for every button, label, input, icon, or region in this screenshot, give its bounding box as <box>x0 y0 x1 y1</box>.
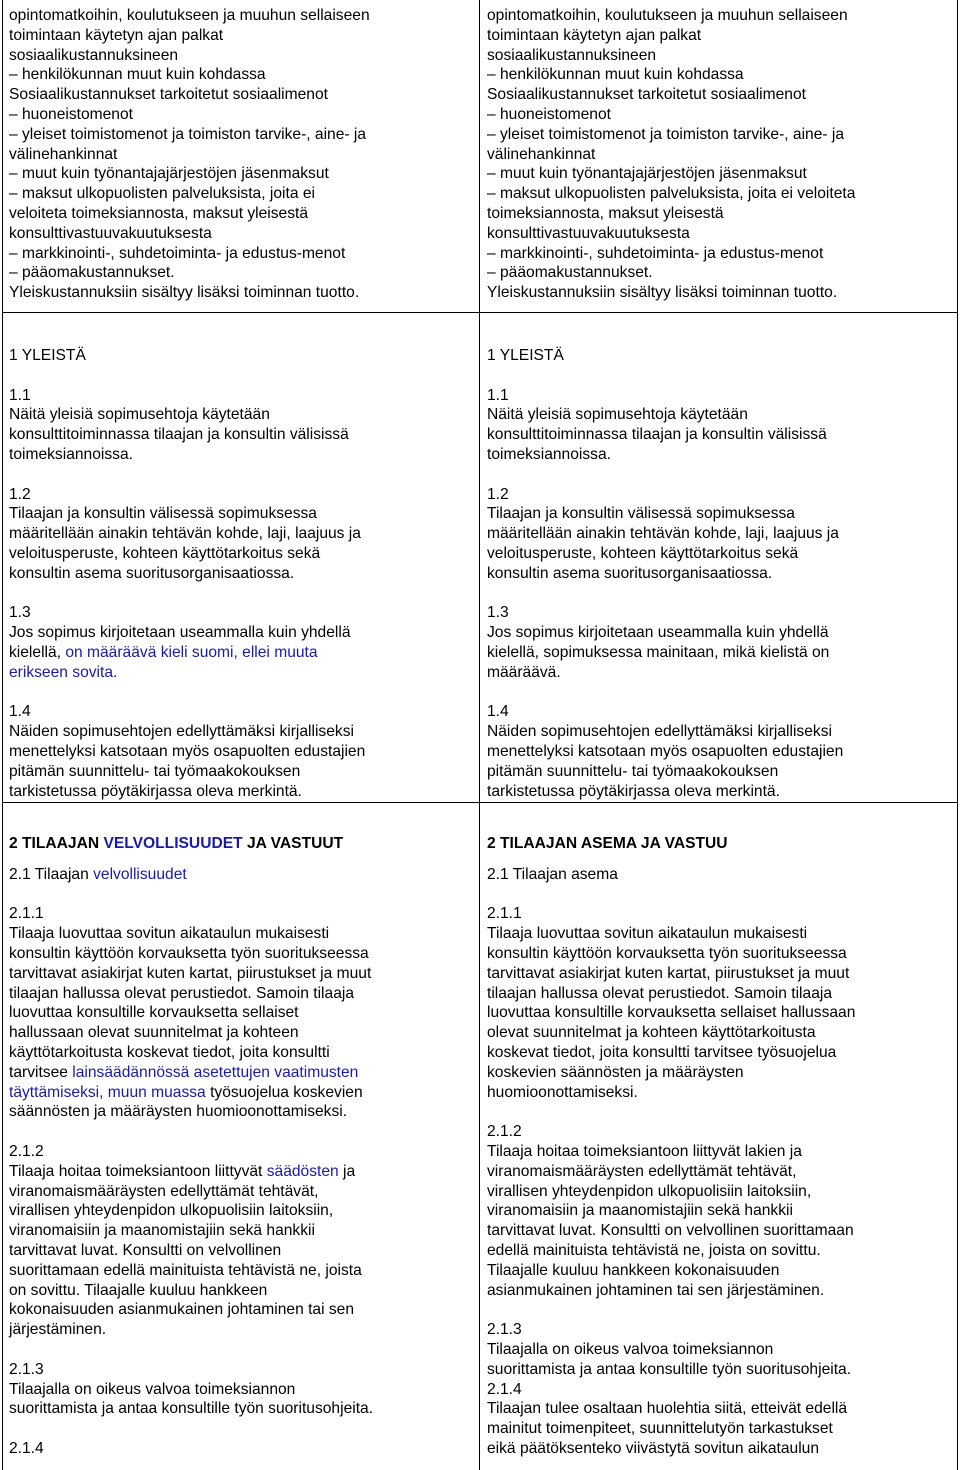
text-line: konsulttitoiminnassa tilaajan ja konsultin välisissä <box>487 426 827 444</box>
text-line: kielellä, sopimuksessa mainitaan, mikä kielistä on <box>487 643 830 661</box>
highlighted-text: velvollisuudet <box>93 865 187 883</box>
text-line: Sosiaalikustannukset tarkoitetut sosiaalimenot <box>487 86 806 104</box>
text-line: hallussaan olevat suunnitelmat ja kohteen <box>9 1024 299 1042</box>
clause-number: 1.2 <box>9 485 31 503</box>
highlighted-text: täyttämiseksi, muun muassa <box>9 1083 206 1101</box>
text-line: suorittamista ja antaa konsultille työn suoritusohjeita. <box>487 1360 852 1378</box>
text-line: opintomatkoihin, koulutukseen ja muuhun sellaiseen <box>487 7 848 24</box>
text-line: – yleiset toimistomenot ja toimiston tarvike-, aine- ja <box>487 125 845 143</box>
text-line: konsultin käyttöön korvauksetta työn suoritukseessa <box>487 944 847 962</box>
text-line: konsulttivastuuvakuutuksesta <box>487 224 690 242</box>
text-line: Tilaajalle kuuluu hankkeen kokonaisuuden <box>487 1261 780 1279</box>
text-line: määritellään ainakin tehtävän kohde, laji, laajuus ja <box>9 525 361 543</box>
text-line: asianmukainen johtaminen tai sen järjestäminen. <box>487 1281 825 1299</box>
text-line: sosiaalikustannuksineen <box>9 46 179 64</box>
text-line: koskevat tiedot, joita konsultti tarvitsee työsuojelua <box>487 1043 837 1061</box>
text-segment: työsuojelua koskevien <box>205 1083 363 1101</box>
text-line: toimintaan käytetyn ajan palkat <box>9 26 224 44</box>
text-line: tilaajan hallussa olevat perustiedot. Samoin tilaaja <box>9 984 355 1002</box>
clause-number: 1.1 <box>487 386 509 404</box>
clause-number: 2.1.2 <box>9 1142 44 1160</box>
text-line <box>9 1063 475 1083</box>
text-line: – henkilökunnan muut kuin kohdassa <box>487 66 744 84</box>
text-line: – pääomakustannukset. <box>487 264 653 282</box>
row3-right-cell <box>487 834 957 1459</box>
text-line: on sovittu. Tilaajalle kuuluu hankkeen <box>9 1281 268 1299</box>
column-border-right <box>957 0 958 1470</box>
text-line: tarvittavat asiakirjat kuten kartat, piirustukset ja muut <box>9 964 372 982</box>
row1-left-cell <box>9 6 475 303</box>
text-line: konsulttivastuuvakuutuksesta <box>9 224 212 242</box>
text-line: viranomaismääräysten edellyttämät tehtävät, <box>487 1162 797 1180</box>
text-line: tilaajan hallussa olevat perustiedot. Samoin tilaaja <box>487 984 833 1002</box>
text-line: veloiteta toimeksiannosta, maksut yleisestä <box>9 204 309 222</box>
text-line: suorittamaan edellä mainituista tehtävistä ne, joista <box>9 1261 362 1279</box>
text-line: huomioonottamiseksi. <box>487 1083 638 1101</box>
row3-left-cell <box>9 834 475 1459</box>
text-line: Tilaajan tulee osaltaan huolehtia siitä, etteivät edellä <box>487 1400 848 1418</box>
text-line: Tilaaja luovuttaa sovitun aikataulun mukaisesti <box>9 925 330 943</box>
clause-number: 2.1.1 <box>487 905 522 923</box>
text-line: – pääomakustannukset. <box>9 264 175 282</box>
text-line: Tilaajan ja konsultin välisessä sopimuksessa <box>9 505 317 523</box>
column-divider <box>479 0 480 1470</box>
text-line: Sosiaalikustannukset tarkoitetut sosiaalimenot <box>9 86 328 104</box>
text-line: viranomaisiin ja maanomistajiin sekä hankkii <box>9 1222 315 1240</box>
column-border-left <box>2 0 3 1470</box>
text-line: toimeksiannoissa. <box>9 445 133 463</box>
text-line: konsulttitoiminnassa tilaajan ja konsultin välisissä <box>9 426 349 444</box>
text-line: pitämän suunnittelu- tai työmaakokouksen <box>487 762 779 780</box>
clause-number: 2.1.3 <box>487 1321 522 1339</box>
text-line <box>9 643 475 663</box>
clause-number: 2.1.1 <box>9 905 44 923</box>
text-line: opintomatkoihin, koulutukseen ja muuhun sellaiseen <box>9 7 370 24</box>
text-segment: ja <box>338 1162 356 1180</box>
text-line: menettelyksi katsotaan myös osapuolten edustajien <box>487 742 844 760</box>
text-line: eikä päätöksenteko viivästytä sovitun aikataulun <box>487 1439 819 1457</box>
clause-number: 2.1.3 <box>9 1360 44 1378</box>
text-line: – huoneistomenot <box>9 105 133 123</box>
text-line: konsultin asema suoritusorganisaatiossa. <box>9 564 295 582</box>
subsection-heading <box>9 865 475 885</box>
section-heading: 1 YLEISTÄ <box>487 347 564 364</box>
text-line: luovuttaa konsultille korvauksetta sellaiset hallussaan <box>487 1004 856 1022</box>
text-line: säännösten ja määräysten huomioonottamiseksi. <box>9 1103 348 1121</box>
heading-segment: 2 TILAAJAN <box>9 835 104 852</box>
text-line: välinehankinnat <box>487 145 596 163</box>
text-line: järjestäminen. <box>9 1321 107 1339</box>
text-line: – maksut ulkopuolisten palveluksista, joita ei <box>9 185 315 203</box>
text-line: tarvittavat asiakirjat kuten kartat, piirustukset ja muut <box>487 964 850 982</box>
text-line: määräävä. <box>487 663 561 681</box>
text-line: – markkinointi-, suhdetoiminta- ja edustus-menot <box>487 244 824 262</box>
text-line: Näiden sopimusehtojen edellyttämäksi kirjalliseksi <box>487 723 832 741</box>
highlighted-text: erikseen sovita. <box>9 663 118 681</box>
clause-number: 1.4 <box>9 703 31 721</box>
clause-number: 2.1.4 <box>487 1380 522 1398</box>
text-line: edellä mainituista tehtävistä ne, joista on sovittu. <box>487 1241 821 1259</box>
row2-left-cell <box>9 346 475 801</box>
text-line: toimintaan käytetyn ajan palkat <box>487 26 702 44</box>
text-segment: tarvitsee <box>9 1063 73 1081</box>
text-line: Tilaajalla on oikeus valvoa toimeksiannon <box>9 1380 296 1398</box>
text-line: käyttötarkoitusta koskevat tiedot, joita konsultti <box>9 1043 330 1061</box>
text-line: välinehankinnat <box>9 145 118 163</box>
text-line: Jos sopimus kirjoitetaan useammalla kuin yhdellä <box>9 624 351 642</box>
text-line: – maksut ulkopuolisten palveluksista, joita ei veloiteta <box>487 185 856 203</box>
text-line: Yleiskustannuksiin sisältyy lisäksi toiminnan tuotto. <box>487 284 838 302</box>
text-line: menettelyksi katsotaan myös osapuolten edustajien <box>9 742 366 760</box>
text-line: toimeksiannoissa. <box>487 445 611 463</box>
text-line: veloitusperuste, kohteen käyttötarkoitus sekä <box>487 544 799 562</box>
text-line: tarkistetussa pöytäkirjassa oleva merkintä. <box>487 782 780 800</box>
clause-number: 1.4 <box>487 703 509 721</box>
clause-number: 1.1 <box>9 386 31 404</box>
text-line: koskevien säännösten ja määräysten <box>487 1063 744 1081</box>
text-line: viranomaisiin ja maanomistajiin sekä hankkii <box>487 1202 793 1220</box>
text-line: konsultin käyttöön korvauksetta työn suoritukseessa <box>9 944 369 962</box>
text-line: Tilaajan ja konsultin välisessä sopimuksessa <box>487 505 795 523</box>
highlighted-text: VELVOLLISUUDET <box>103 835 243 852</box>
clause-number: 1.3 <box>9 604 31 622</box>
text-line: Näitä yleisiä sopimusehtoja käytetään <box>9 406 270 424</box>
text-line: – huoneistomenot <box>487 105 611 123</box>
row2-right-cell <box>487 346 957 801</box>
text-line: Näitä yleisiä sopimusehtoja käytetään <box>487 406 748 424</box>
row1-right-cell <box>487 6 957 303</box>
text-line: virallisen yhteydenpidon ulkopuolisiin laitoksiin, <box>487 1182 812 1200</box>
text-line: mainitut toimenpiteet, suunnittelutyön tarkastukset <box>487 1420 833 1438</box>
text-line: suorittamista ja antaa konsultille työn suoritusohjeita. <box>9 1400 374 1418</box>
text-line <box>9 1083 475 1103</box>
text-line: virallisen yhteydenpidon ulkopuolisiin laitoksiin, <box>9 1202 334 1220</box>
text-line: Tilaaja luovuttaa sovitun aikataulun mukaisesti <box>487 925 808 943</box>
text-line: Jos sopimus kirjoitetaan useammalla kuin yhdellä <box>487 624 829 642</box>
text-line: tarvittavat luvat. Konsultti on velvollinen suorittamaan <box>487 1222 854 1240</box>
heading-segment: 2.1 Tilaajan <box>9 865 94 883</box>
text-line: olevat suunnitelmat ja kohteen käyttötarkoitusta <box>487 1024 816 1042</box>
text-line: – muut kuin työnantajajärjestöjen jäsenmaksut <box>9 165 329 183</box>
text-line: kokonaisuuden asianmukainen johtaminen tai sen <box>9 1301 355 1319</box>
text-line: luovuttaa konsultille korvauksetta sellaiset <box>9 1004 299 1022</box>
clause-number: 2.1.2 <box>487 1123 522 1141</box>
section-heading <box>9 834 475 854</box>
text-line: toimeksiannosta, maksut yleisestä <box>487 204 724 222</box>
text-line: sosiaalikustannuksineen <box>487 46 657 64</box>
text-line: Tilaajalla on oikeus valvoa toimeksiannon <box>487 1340 774 1358</box>
text-line: Yleiskustannuksiin sisältyy lisäksi toiminnan tuotto. <box>9 284 360 302</box>
text-line: veloitusperuste, kohteen käyttötarkoitus sekä <box>9 544 321 562</box>
text-line: Tilaaja hoitaa toimeksiantoon liittyvät lakien ja <box>487 1142 802 1160</box>
section-heading: 2 TILAAJAN ASEMA JA VASTUU <box>487 835 728 852</box>
text-segment: Tilaaja hoitaa toimeksiantoon liittyvät <box>9 1162 267 1180</box>
text-line: Näiden sopimusehtojen edellyttämäksi kirjalliseksi <box>9 723 354 741</box>
highlighted-text: lainsäädännössä asetettujen vaatimusten <box>72 1063 359 1081</box>
text-line: konsultin asema suoritusorganisaatiossa. <box>487 564 773 582</box>
text-line: – muut kuin työnantajajärjestöjen jäsenmaksut <box>487 165 807 183</box>
text-line: – markkinointi-, suhdetoiminta- ja edustus-menot <box>9 244 346 262</box>
text-segment: kielellä, <box>9 643 66 661</box>
highlighted-text: on määräävä kieli suomi, ellei muuta <box>65 643 318 661</box>
subsection-heading: 2.1 Tilaajan asema <box>487 865 618 883</box>
heading-segment: JA VASTUUT <box>242 835 344 852</box>
clause-number: 2.1.4 <box>9 1439 44 1457</box>
highlighted-text: säädösten <box>266 1162 339 1180</box>
text-line: – yleiset toimistomenot ja toimiston tarvike-, aine- ja <box>9 125 367 143</box>
text-line: tarvittavat luvat. Konsultti on velvollinen <box>9 1241 282 1259</box>
text-line: määritellään ainakin tehtävän kohde, laji, laajuus ja <box>487 525 839 543</box>
text-line: viranomaismääräysten edellyttämät tehtävät, <box>9 1182 319 1200</box>
text-line: tarkistetussa pöytäkirjassa oleva merkintä. <box>9 782 302 800</box>
text-line <box>9 1162 475 1182</box>
clause-number: 1.3 <box>487 604 509 622</box>
section-heading: 1 YLEISTÄ <box>9 347 86 364</box>
clause-number: 1.2 <box>487 485 509 503</box>
text-line: pitämän suunnittelu- tai työmaakokouksen <box>9 762 301 780</box>
text-line: – henkilökunnan muut kuin kohdassa <box>9 66 266 84</box>
